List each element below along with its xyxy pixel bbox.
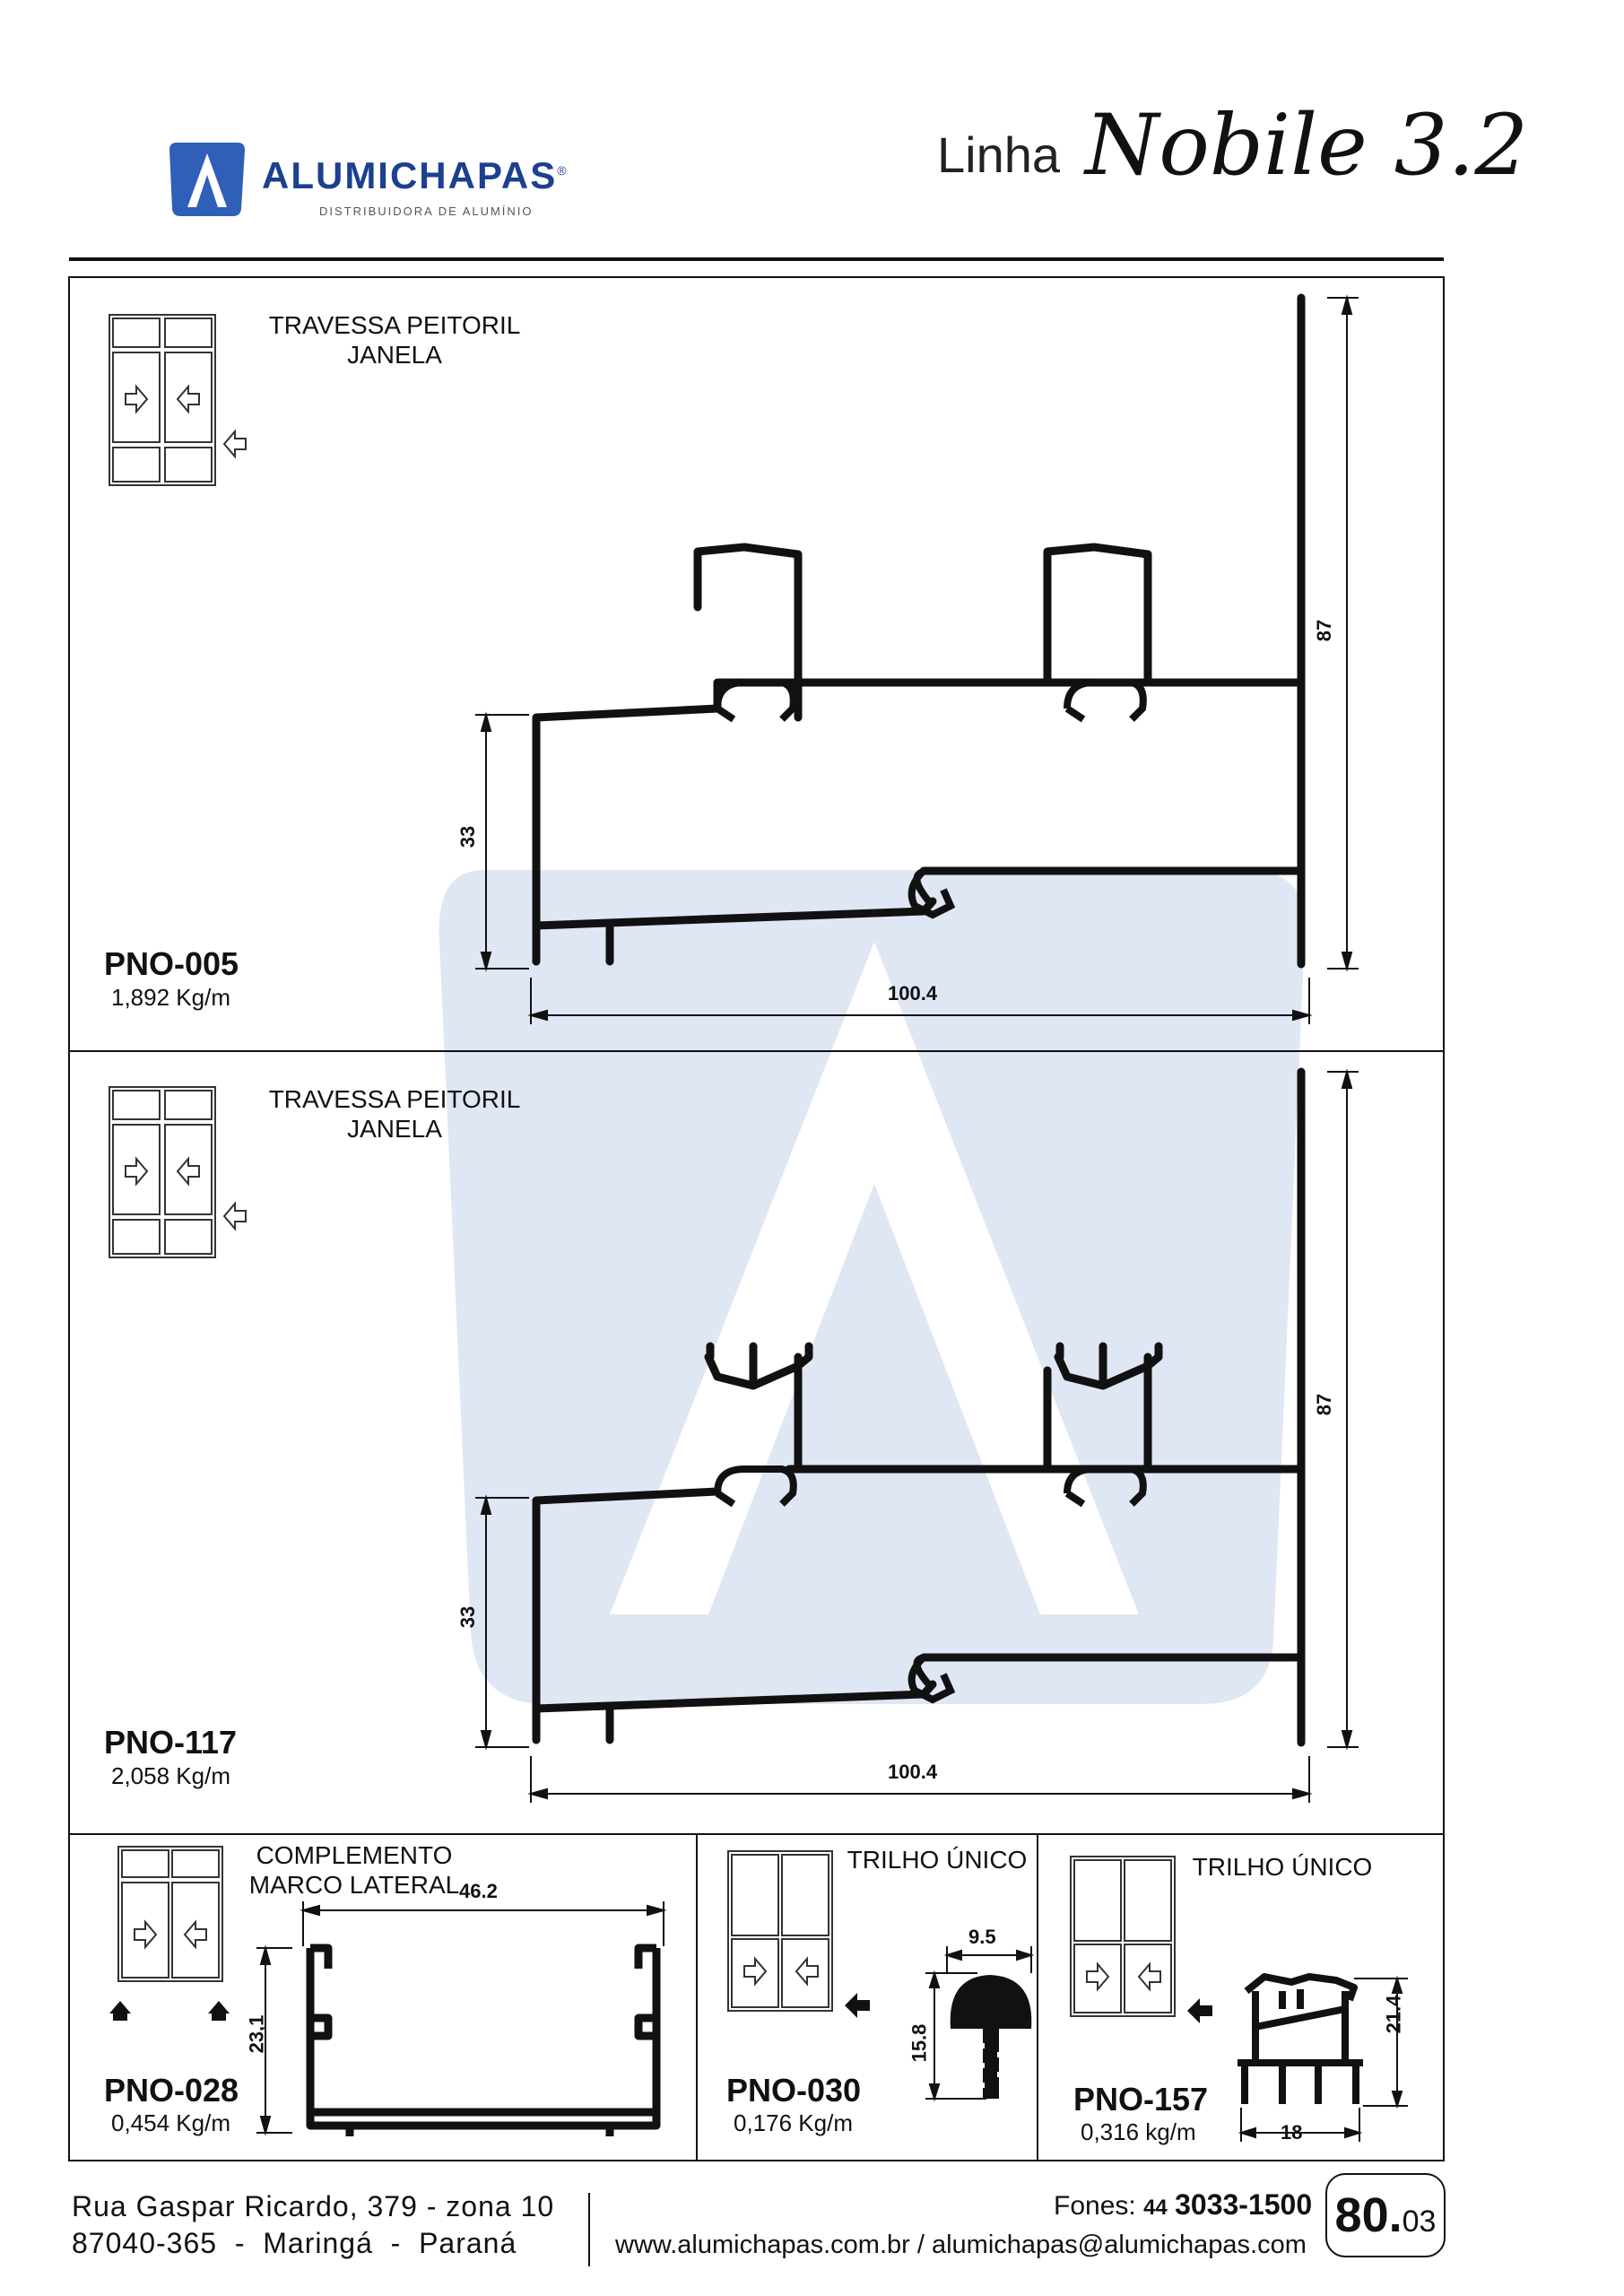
panel2-dim-width: 100.4 — [888, 1761, 938, 1783]
line-prefix: Linha — [937, 126, 1061, 183]
panel4-dim-width: 9.5 — [968, 1926, 996, 1948]
window-icon-panel4 — [725, 1849, 877, 2029]
panel4-code: PNO-030 — [726, 2072, 862, 2109]
panel2-code: PNO-117 — [104, 1724, 238, 1761]
profile-drawing-pno-157 — [1220, 1937, 1435, 2152]
panel2-dim-height-right: 87 — [1313, 1393, 1336, 1416]
panel1-dim-width: 100.4 — [888, 982, 938, 1004]
profile-drawing-pno-030 — [906, 1937, 1040, 2108]
brand-tagline: DISTRIBUIDORA DE ALUMÍNIO — [319, 204, 534, 218]
phones-number: 3033-1500 — [1175, 2188, 1313, 2221]
footer-address-line1: Rua Gaspar Ricardo, 379 - zona 10 — [72, 2190, 555, 2222]
profile-drawing-pno-028 — [251, 1892, 682, 2144]
footer-phones — [1054, 2188, 1312, 2222]
panel4-label: TRILHO ÚNICO — [847, 1846, 1028, 1874]
arrow-left-icon — [845, 1993, 870, 2018]
registered-mark: ® — [557, 163, 569, 178]
panel3-label: COMPLEMENTO MARCO LATERAL — [248, 1841, 460, 1899]
panel2-label: TRAVESSA PEITORIL JANELA — [268, 1085, 521, 1143]
window-icon-panel2 — [106, 1085, 249, 1260]
panel1-dim-height-right: 87 — [1313, 619, 1336, 642]
window-icon-panel3 — [100, 1845, 235, 2024]
panel5-dim-height: 21.4 — [1382, 1995, 1405, 2034]
phones-label: Fones: — [1054, 2191, 1136, 2221]
panel1-code: PNO-005 — [104, 945, 239, 982]
footer-divider — [588, 2193, 590, 2266]
line-name: Nobile 3.2 — [1085, 97, 1529, 195]
window-icon-panel1 — [106, 313, 249, 488]
panel2-dim-height-left: 33 — [456, 1605, 480, 1629]
arrow-up-icon — [109, 2001, 131, 2021]
panel1-label: TRAVESSA PEITORIL JANELA — [268, 311, 521, 369]
panel1-dim-height-left: 33 — [456, 825, 480, 848]
panel5-weight: 0,316 kg/m — [1081, 2118, 1196, 2145]
brand-name: ALUMICHAPAS® — [262, 154, 569, 196]
panel3-dim-width: 46.2 — [459, 1880, 498, 1902]
profile-drawing-pno-117 — [448, 1061, 1435, 1814]
footer-web: www.alumichapas.com.br / alumichapas@alumichapas.com — [615, 2231, 1307, 2259]
page-number-sub: 03 — [1402, 2204, 1437, 2239]
page-number-box — [1325, 2173, 1446, 2257]
panel3-code: PNO-028 — [104, 2072, 239, 2109]
panel5-dim-width: 18 — [1281, 2121, 1303, 2144]
profile-drawing-pno-005 — [448, 287, 1435, 1040]
panel2-weight: 2,058 Kg/m — [111, 1762, 230, 1789]
panel4-weight: 0,176 Kg/m — [734, 2109, 853, 2136]
page-number-main: 80. — [1334, 2188, 1403, 2242]
panel3-weight: 0,454 Kg/m — [111, 2109, 230, 2136]
panel5-label: TRILHO ÚNICO — [1192, 1853, 1373, 1881]
panel4-dim-height: 15.8 — [908, 2023, 931, 2063]
panel1-weight: 1,892 Kg/m — [111, 984, 230, 1011]
panel3-dim-height: 23,1 — [245, 2014, 268, 2054]
phones-area: 44 — [1143, 2196, 1168, 2220]
footer-address-line2: 87040-365 - Maringá - Paraná — [72, 2227, 517, 2259]
window-icon-panel5 — [1067, 1855, 1220, 2034]
panel5-code: PNO-157 — [1073, 2081, 1209, 2118]
